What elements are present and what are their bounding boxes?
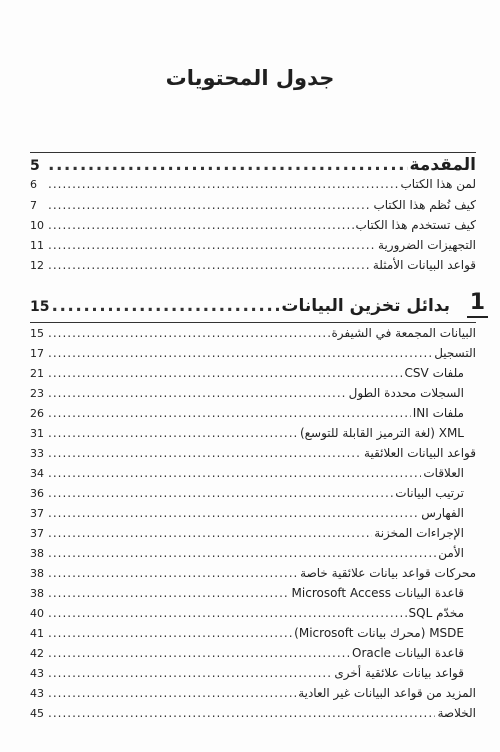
toc-entry-label: التسجيل xyxy=(434,346,476,360)
section-divider xyxy=(30,152,476,153)
toc-entry[interactable] xyxy=(30,386,476,404)
dot-leader xyxy=(48,426,298,440)
toc-entry-page: 7 xyxy=(30,199,37,212)
dot-leader xyxy=(48,546,436,560)
toc-entry-label: ملفات INI xyxy=(412,406,464,420)
toc-entry[interactable] xyxy=(30,406,476,424)
toc-entry-page: 38 xyxy=(30,587,44,600)
toc-entry[interactable] xyxy=(30,626,476,644)
toc-entry-label: المزيد من قواعد البيانات غير العادية xyxy=(298,686,476,700)
toc-entry[interactable] xyxy=(30,258,476,276)
toc-entry-page: 41 xyxy=(30,627,44,640)
toc-entry[interactable] xyxy=(30,686,476,704)
toc-entry-page: 11 xyxy=(30,239,44,252)
dot-leader xyxy=(48,406,411,420)
dot-leader xyxy=(48,177,398,191)
toc-entry-page: 23 xyxy=(30,387,44,400)
toc-entry-page: 31 xyxy=(30,427,44,440)
toc-entry[interactable] xyxy=(30,218,476,236)
toc-entry-label: الخلاصة xyxy=(437,706,476,720)
toc-entry-label: قاعدة البيانات Oracle xyxy=(352,646,464,660)
toc-entry-label: البيانات المجمعة في الشيفرة xyxy=(331,326,476,340)
toc-entry-label: العلاقات xyxy=(423,466,464,480)
dot-leader xyxy=(48,606,407,620)
toc-entry-label: المقدمة xyxy=(409,155,476,175)
toc-entry[interactable] xyxy=(30,486,476,504)
section-divider xyxy=(30,322,476,323)
toc-entry[interactable] xyxy=(30,177,476,195)
toc-entry-label: قواعد البيانات العلائقية xyxy=(364,446,476,460)
chapter-number: 1 xyxy=(467,290,488,318)
toc-entry-label: قواعد البيانات الأمثلة xyxy=(372,258,476,272)
toc-entry-page: 43 xyxy=(30,687,44,700)
toc-entry-label: الإجراءات المخزنة xyxy=(374,526,464,540)
dot-leader xyxy=(48,258,371,272)
toc-entry-page: 17 xyxy=(30,347,44,360)
toc-entry[interactable] xyxy=(30,606,476,624)
toc-entry-label: السجلات محددة الطول xyxy=(348,386,464,400)
toc-entry[interactable] xyxy=(30,326,476,344)
toc-entry-page: 15 xyxy=(30,327,44,340)
toc-entry-label: الأمن xyxy=(438,546,464,560)
dot-leader xyxy=(48,646,350,660)
toc-entry-page: 10 xyxy=(30,219,44,232)
toc-entry[interactable] xyxy=(30,366,476,384)
toc-entry-label: مخدّم SQL xyxy=(408,606,464,620)
dot-leader xyxy=(51,296,279,316)
toc-entry-page: 38 xyxy=(30,567,44,580)
toc-entry[interactable] xyxy=(30,426,476,444)
toc-entry-page: 38 xyxy=(30,547,44,560)
dot-leader xyxy=(48,466,421,480)
toc-entry-page: 40 xyxy=(30,607,44,620)
toc-entry-page: 36 xyxy=(30,487,44,500)
dot-leader xyxy=(48,198,371,212)
toc-entry-label: بدائل تخزين البيانات xyxy=(281,296,450,316)
dot-leader xyxy=(48,626,292,640)
toc-entry-intro[interactable] xyxy=(30,155,476,179)
toc-entry-page: 12 xyxy=(30,259,44,272)
toc-entry[interactable] xyxy=(30,346,476,364)
toc-entry-chapter-1[interactable] xyxy=(30,296,450,320)
dot-leader xyxy=(48,486,393,500)
toc-entry-label: ملفات CSV xyxy=(404,366,464,380)
toc-entry-page: 34 xyxy=(30,467,44,480)
toc-entry[interactable] xyxy=(30,566,476,584)
dot-leader xyxy=(48,666,332,680)
toc-entry-label: قاعدة البيانات Microsoft Access xyxy=(291,586,464,600)
toc-entry[interactable] xyxy=(30,446,476,464)
toc-entry-label: ترتيب البيانات xyxy=(395,486,464,500)
toc-entry[interactable] xyxy=(30,466,476,484)
dot-leader xyxy=(48,566,298,580)
toc-entry-label: التجهيزات الضرورية xyxy=(378,238,476,252)
dot-leader xyxy=(48,706,435,720)
toc-entry[interactable] xyxy=(30,198,476,216)
dot-leader xyxy=(48,238,376,252)
toc-entry-page: 33 xyxy=(30,447,44,460)
dot-leader xyxy=(48,218,354,232)
dot-leader xyxy=(48,326,330,340)
page-title: جدول المحتويات xyxy=(165,66,335,90)
toc-entry[interactable] xyxy=(30,546,476,564)
toc-entry-page: 45 xyxy=(30,707,44,720)
toc-entry-label: الفهارس xyxy=(421,506,464,520)
toc-entry-label: قواعد بيانات علائقية أخرى xyxy=(334,666,464,680)
toc-entry[interactable] xyxy=(30,586,476,604)
toc-entry-page: 37 xyxy=(30,507,44,520)
toc-entry-label: XML (لغة الترميز القابلة للتوسع) xyxy=(299,426,464,440)
dot-leader xyxy=(48,155,408,175)
toc-entry-label: لمن هذا الكتاب xyxy=(400,177,476,191)
dot-leader xyxy=(48,586,290,600)
toc-entry-label: كيف نُظم هذا الكتاب xyxy=(373,198,476,212)
toc-entry[interactable] xyxy=(30,238,476,256)
toc-entry-page: 26 xyxy=(30,407,44,420)
toc-entry-page: 6 xyxy=(30,178,37,191)
toc-entry[interactable] xyxy=(30,706,476,724)
toc-entry-page: 43 xyxy=(30,667,44,680)
toc-entry[interactable] xyxy=(30,646,476,664)
dot-leader xyxy=(48,686,296,700)
dot-leader xyxy=(48,386,347,400)
dot-leader xyxy=(48,446,362,460)
toc-entry-label: MSDE (محرك بيانات Microsoft) xyxy=(294,626,464,640)
toc-entry[interactable] xyxy=(30,526,476,544)
toc-entry-page: 15 xyxy=(30,299,50,315)
toc-entry-page: 42 xyxy=(30,647,44,660)
dot-leader xyxy=(48,346,432,360)
dot-leader xyxy=(48,506,419,520)
toc-entry-label: كيف تستخدم هذا الكتاب xyxy=(355,218,476,232)
dot-leader xyxy=(48,526,372,540)
toc-entry-page: 5 xyxy=(30,158,40,174)
toc-entry-label: محركات قواعد بيانات علائقية خاصة xyxy=(300,566,476,580)
toc-entry-page: 37 xyxy=(30,527,44,540)
toc-entry[interactable] xyxy=(30,506,476,524)
toc-entry-page: 21 xyxy=(30,367,44,380)
toc-entry[interactable] xyxy=(30,666,476,684)
dot-leader xyxy=(48,366,403,380)
